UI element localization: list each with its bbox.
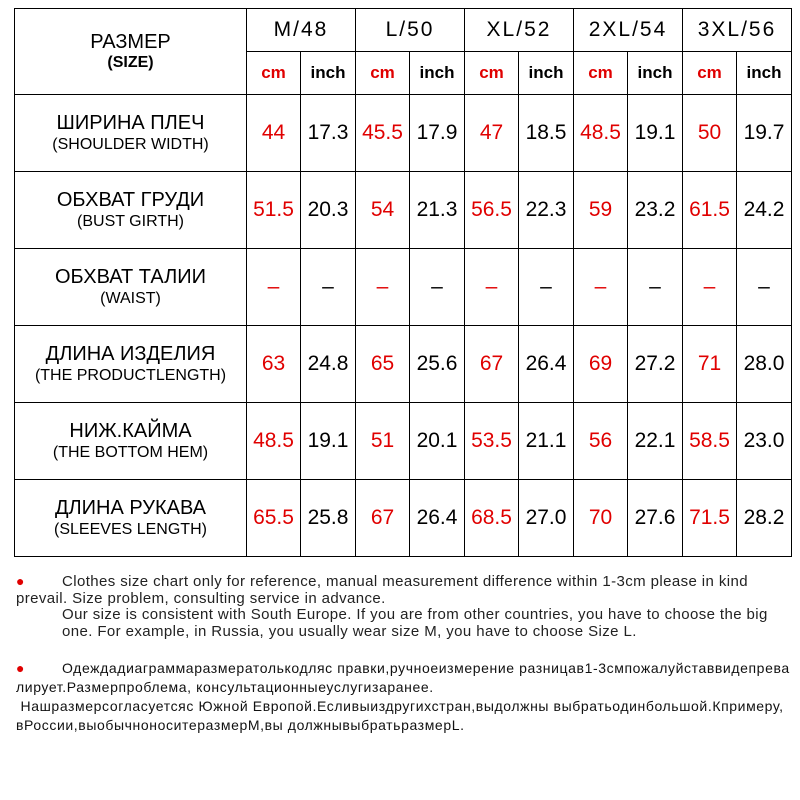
unit-cm-header: cm <box>683 52 737 95</box>
value-cm-cell: 48.5 <box>574 95 628 172</box>
value-inch-cell: 18.5 <box>519 95 574 172</box>
value-inch-cell: 19.1 <box>301 403 356 480</box>
note-en-paragraph-2 <box>16 607 791 640</box>
value-cm-cell: 44 <box>247 95 301 172</box>
table-row <box>15 172 792 249</box>
value-inch-cell: 19.7 <box>737 95 792 172</box>
value-cm-cell: 71 <box>683 326 737 403</box>
value-cm-cell: 65 <box>356 326 410 403</box>
value-inch-cell: – <box>301 249 356 326</box>
value-cm-cell: 56 <box>574 403 628 480</box>
value-cm-cell: 67 <box>465 326 519 403</box>
bullet-dot-icon: ● <box>16 660 26 676</box>
size-table <box>14 8 792 557</box>
size-column-header: L/50 <box>356 9 465 52</box>
value-inch-cell: 28.2 <box>737 480 792 557</box>
row-label-ru: НИЖ.КАЙМА <box>69 420 192 443</box>
value-inch-cell: – <box>737 249 792 326</box>
size-column-header: M/48 <box>247 9 356 52</box>
value-inch-cell: 19.1 <box>628 95 683 172</box>
value-cm-cell: 50 <box>683 95 737 172</box>
notes-russian <box>16 659 791 735</box>
note-en-text-2: Our size is consistent with South Europe. If you are from other countries, you have to choose the big one. For example, in Russia, you usually wear size M, you have to choose Size L. <box>62 606 768 640</box>
row-label-en: (SLEEVES LENGTH) <box>54 521 207 539</box>
table-row <box>15 326 792 403</box>
unit-inch-header: inch <box>519 52 574 95</box>
size-label-ru: РАЗМЕР <box>90 31 171 53</box>
row-label-en: (THE BOTTOM HEM) <box>52 444 209 462</box>
value-cm-cell: 51 <box>356 403 410 480</box>
value-inch-cell: – <box>519 249 574 326</box>
value-inch-cell: 27.2 <box>628 326 683 403</box>
value-inch-cell: 21.3 <box>410 172 465 249</box>
value-cm-cell: 63 <box>247 326 301 403</box>
value-cm-cell: 71.5 <box>683 480 737 557</box>
value-inch-cell: 25.8 <box>301 480 356 557</box>
note-ru-paragraph-2 <box>16 697 791 735</box>
value-inch-cell: – <box>410 249 465 326</box>
row-label-ru: ДЛИНА РУКАВА <box>55 497 206 520</box>
row-label-en: (SHOULDER WIDTH) <box>52 136 209 154</box>
row-label <box>15 95 247 172</box>
note-en-paragraph-1 <box>16 573 791 607</box>
table-row <box>15 403 792 480</box>
value-cm-cell: 65.5 <box>247 480 301 557</box>
value-cm-cell: 69 <box>574 326 628 403</box>
size-label-en: (SIZE) <box>107 54 154 71</box>
unit-cm-header: cm <box>247 52 301 95</box>
value-cm-cell: 67 <box>356 480 410 557</box>
row-label <box>15 326 247 403</box>
unit-cm-header: cm <box>356 52 410 95</box>
size-column-header: 3XL/56 <box>683 9 792 52</box>
size-header-row <box>15 9 792 52</box>
note-ru-paragraph-1 <box>16 659 791 697</box>
table-body <box>15 9 792 557</box>
value-cm-cell: 70 <box>574 480 628 557</box>
row-label-en: (BUST GIRTH) <box>77 213 184 231</box>
value-inch-cell: 24.2 <box>737 172 792 249</box>
unit-inch-header: inch <box>628 52 683 95</box>
value-inch-cell: 26.4 <box>519 326 574 403</box>
row-label-ru: ШИРИНА ПЛЕЧ <box>56 112 205 135</box>
value-cm-cell: – <box>247 249 301 326</box>
unit-inch-header: inch <box>301 52 356 95</box>
value-cm-cell: 61.5 <box>683 172 737 249</box>
row-label-ru: ОБХВАТ ГРУДИ <box>56 189 205 212</box>
row-label <box>15 403 247 480</box>
value-inch-cell: 26.4 <box>410 480 465 557</box>
value-inch-cell: 28.0 <box>737 326 792 403</box>
value-inch-cell: 25.6 <box>410 326 465 403</box>
value-inch-cell: 27.0 <box>519 480 574 557</box>
value-inch-cell: 23.0 <box>737 403 792 480</box>
table-row <box>15 95 792 172</box>
value-cm-cell: 56.5 <box>465 172 519 249</box>
value-inch-cell: 21.1 <box>519 403 574 480</box>
value-cm-cell: 59 <box>574 172 628 249</box>
value-inch-cell: 22.1 <box>628 403 683 480</box>
size-header-label <box>15 9 247 95</box>
value-inch-cell: 23.2 <box>628 172 683 249</box>
value-inch-cell: 22.3 <box>519 172 574 249</box>
note-ru-text-2: Нашразмерсогласуетсяс Южной Европой.Есливыиздругихстран,выдолжны выбратьодинбольшой.Кпримеру,вРоссии,выобычноноситеразмерМ,вы должнывыбратьразмерL. <box>16 698 784 733</box>
bullet-dot-icon: ● <box>16 573 25 589</box>
table-row <box>15 249 792 326</box>
note-ru-text-1: Одеждадиаграммаразмератолькодляс правки,ручноеизмерение разницав1-3смпожалуйставвидепревалирует.Размерпроблема, консультационныеуслугизаранее. <box>16 660 790 695</box>
value-cm-cell: 53.5 <box>465 403 519 480</box>
value-cm-cell: 48.5 <box>247 403 301 480</box>
value-cm-cell: – <box>356 249 410 326</box>
row-label-ru: ОБХВАТ ТАЛИИ <box>54 266 206 289</box>
size-column-header: XL/52 <box>465 9 574 52</box>
value-cm-cell: 51.5 <box>247 172 301 249</box>
row-label <box>15 480 247 557</box>
unit-cm-header: cm <box>574 52 628 95</box>
row-label <box>15 172 247 249</box>
value-cm-cell: 58.5 <box>683 403 737 480</box>
table-row <box>15 480 792 557</box>
notes-english <box>16 573 791 640</box>
unit-inch-header: inch <box>410 52 465 95</box>
note-en-text-1: Clothes size chart only for reference, manual measurement difference within 1-3cm please in kind prevail. Size problem, consulting service in advance. <box>16 573 748 607</box>
value-cm-cell: – <box>683 249 737 326</box>
value-inch-cell: – <box>628 249 683 326</box>
size-chart <box>14 8 792 557</box>
notes-section <box>16 573 791 735</box>
value-cm-cell: – <box>465 249 519 326</box>
value-cm-cell: – <box>574 249 628 326</box>
value-cm-cell: 45.5 <box>356 95 410 172</box>
value-inch-cell: 17.3 <box>301 95 356 172</box>
value-inch-cell: 27.6 <box>628 480 683 557</box>
value-inch-cell: 17.9 <box>410 95 465 172</box>
row-label-ru: ДЛИНА ИЗДЕЛИЯ <box>45 343 216 366</box>
value-inch-cell: 20.1 <box>410 403 465 480</box>
row-label-en: (WAIST) <box>100 290 161 308</box>
value-inch-cell: 24.8 <box>301 326 356 403</box>
value-cm-cell: 47 <box>465 95 519 172</box>
unit-cm-header: cm <box>465 52 519 95</box>
row-label-en: (THE PRODUCTLENGTH) <box>34 367 227 385</box>
value-inch-cell: 20.3 <box>301 172 356 249</box>
value-cm-cell: 68.5 <box>465 480 519 557</box>
unit-inch-header: inch <box>737 52 792 95</box>
value-cm-cell: 54 <box>356 172 410 249</box>
size-column-header: 2XL/54 <box>574 9 683 52</box>
row-label <box>15 249 247 326</box>
